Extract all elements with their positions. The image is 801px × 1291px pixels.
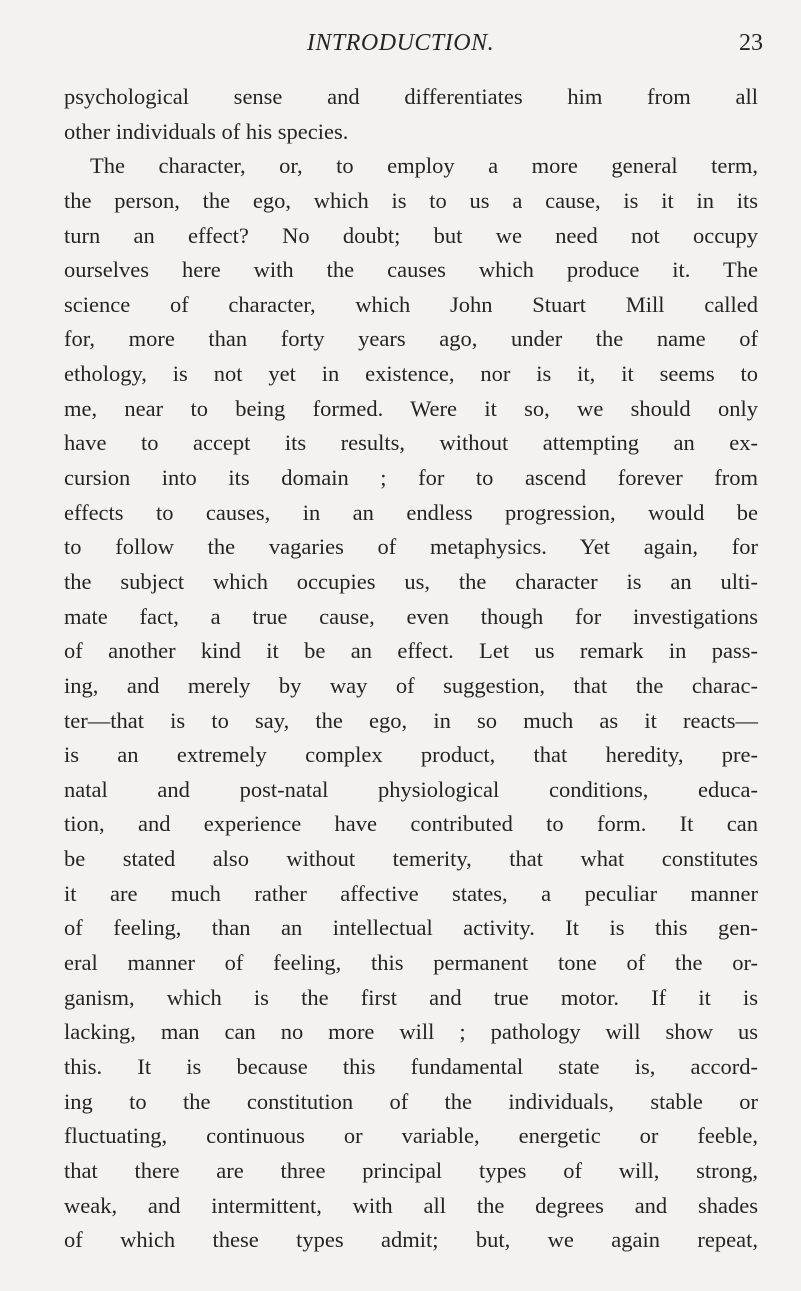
text-line: natal and post-natal physiological conditions, educa- (64, 776, 758, 802)
text-line: fluctuating, continuous or variable, energetic or feeble, (64, 1123, 758, 1149)
text-line: of which these types admit; but, we again repeat, (64, 1227, 758, 1253)
text-line: ter—that is to say, the ego, in so much as it reacts— (64, 707, 758, 733)
text-line: ing, and merely by way of suggestion, that the charac- (64, 672, 758, 698)
text-line: lacking, man can no more will ; pathology will show us (64, 1019, 758, 1045)
text-line: ethology, is not yet in existence, nor is it, it seems to (64, 361, 758, 387)
text-line: eral manner of feeling, this permanent tone of the or- (64, 950, 758, 976)
body-text (64, 80, 758, 1258)
text-line: ourselves here with the causes which produce it. The (64, 257, 758, 283)
text-line: it are much rather affective states, a peculiar manner (64, 880, 758, 906)
text-line: me, near to being formed. Were it so, we should only (64, 395, 758, 421)
text-line: is an extremely complex product, that heredity, pre- (64, 742, 758, 768)
text-line: mate fact, a true cause, even though for investigations (64, 603, 758, 629)
text-line: ganism, which is the first and true motor. If it is (64, 984, 758, 1010)
text-line: the subject which occupies us, the character is an ulti- (64, 568, 758, 594)
text-line: be stated also without temerity, that what constitutes (64, 846, 758, 872)
text-line: The character, or, to employ a more general term, (90, 153, 758, 179)
text-line: that there are three principal types of will, strong, (64, 1157, 758, 1183)
text-line: ing to the constitution of the individuals, stable or (64, 1088, 758, 1114)
text-line: of another kind it be an effect. Let us remark in pass- (64, 638, 758, 664)
text-line: science of character, which John Stuart Mill called (64, 291, 758, 317)
page-number: 23 (739, 30, 763, 56)
text-line: cursion into its domain ; for to ascend forever from (64, 465, 758, 491)
text-line: effects to causes, in an endless progression, would be (64, 499, 758, 525)
text-line: turn an effect? No doubt; but we need not occupy (64, 222, 758, 248)
text-line: for, more than forty years ago, under the name of (64, 326, 758, 352)
text-line: have to accept its results, without attempting an ex- (64, 430, 758, 456)
running-title: INTRODUCTION. (306, 30, 495, 56)
text-line: the person, the ego, which is to us a cause, is it in its (64, 187, 758, 213)
text-line: this. It is because this fundamental state is, accord- (64, 1053, 758, 1079)
text-line: to follow the vagaries of metaphysics. Yet again, for (64, 534, 758, 560)
text-line: psychological sense and differentiates him from all (64, 84, 758, 109)
text-line: of feeling, than an intellectual activity. It is this gen- (64, 915, 758, 941)
text-line: weak, and intermittent, with all the degrees and shades (64, 1192, 758, 1218)
text-line: other individuals of his species. (64, 118, 349, 144)
text-line: tion, and experience have contributed to form. It can (64, 811, 758, 837)
page-header (0, 30, 801, 64)
